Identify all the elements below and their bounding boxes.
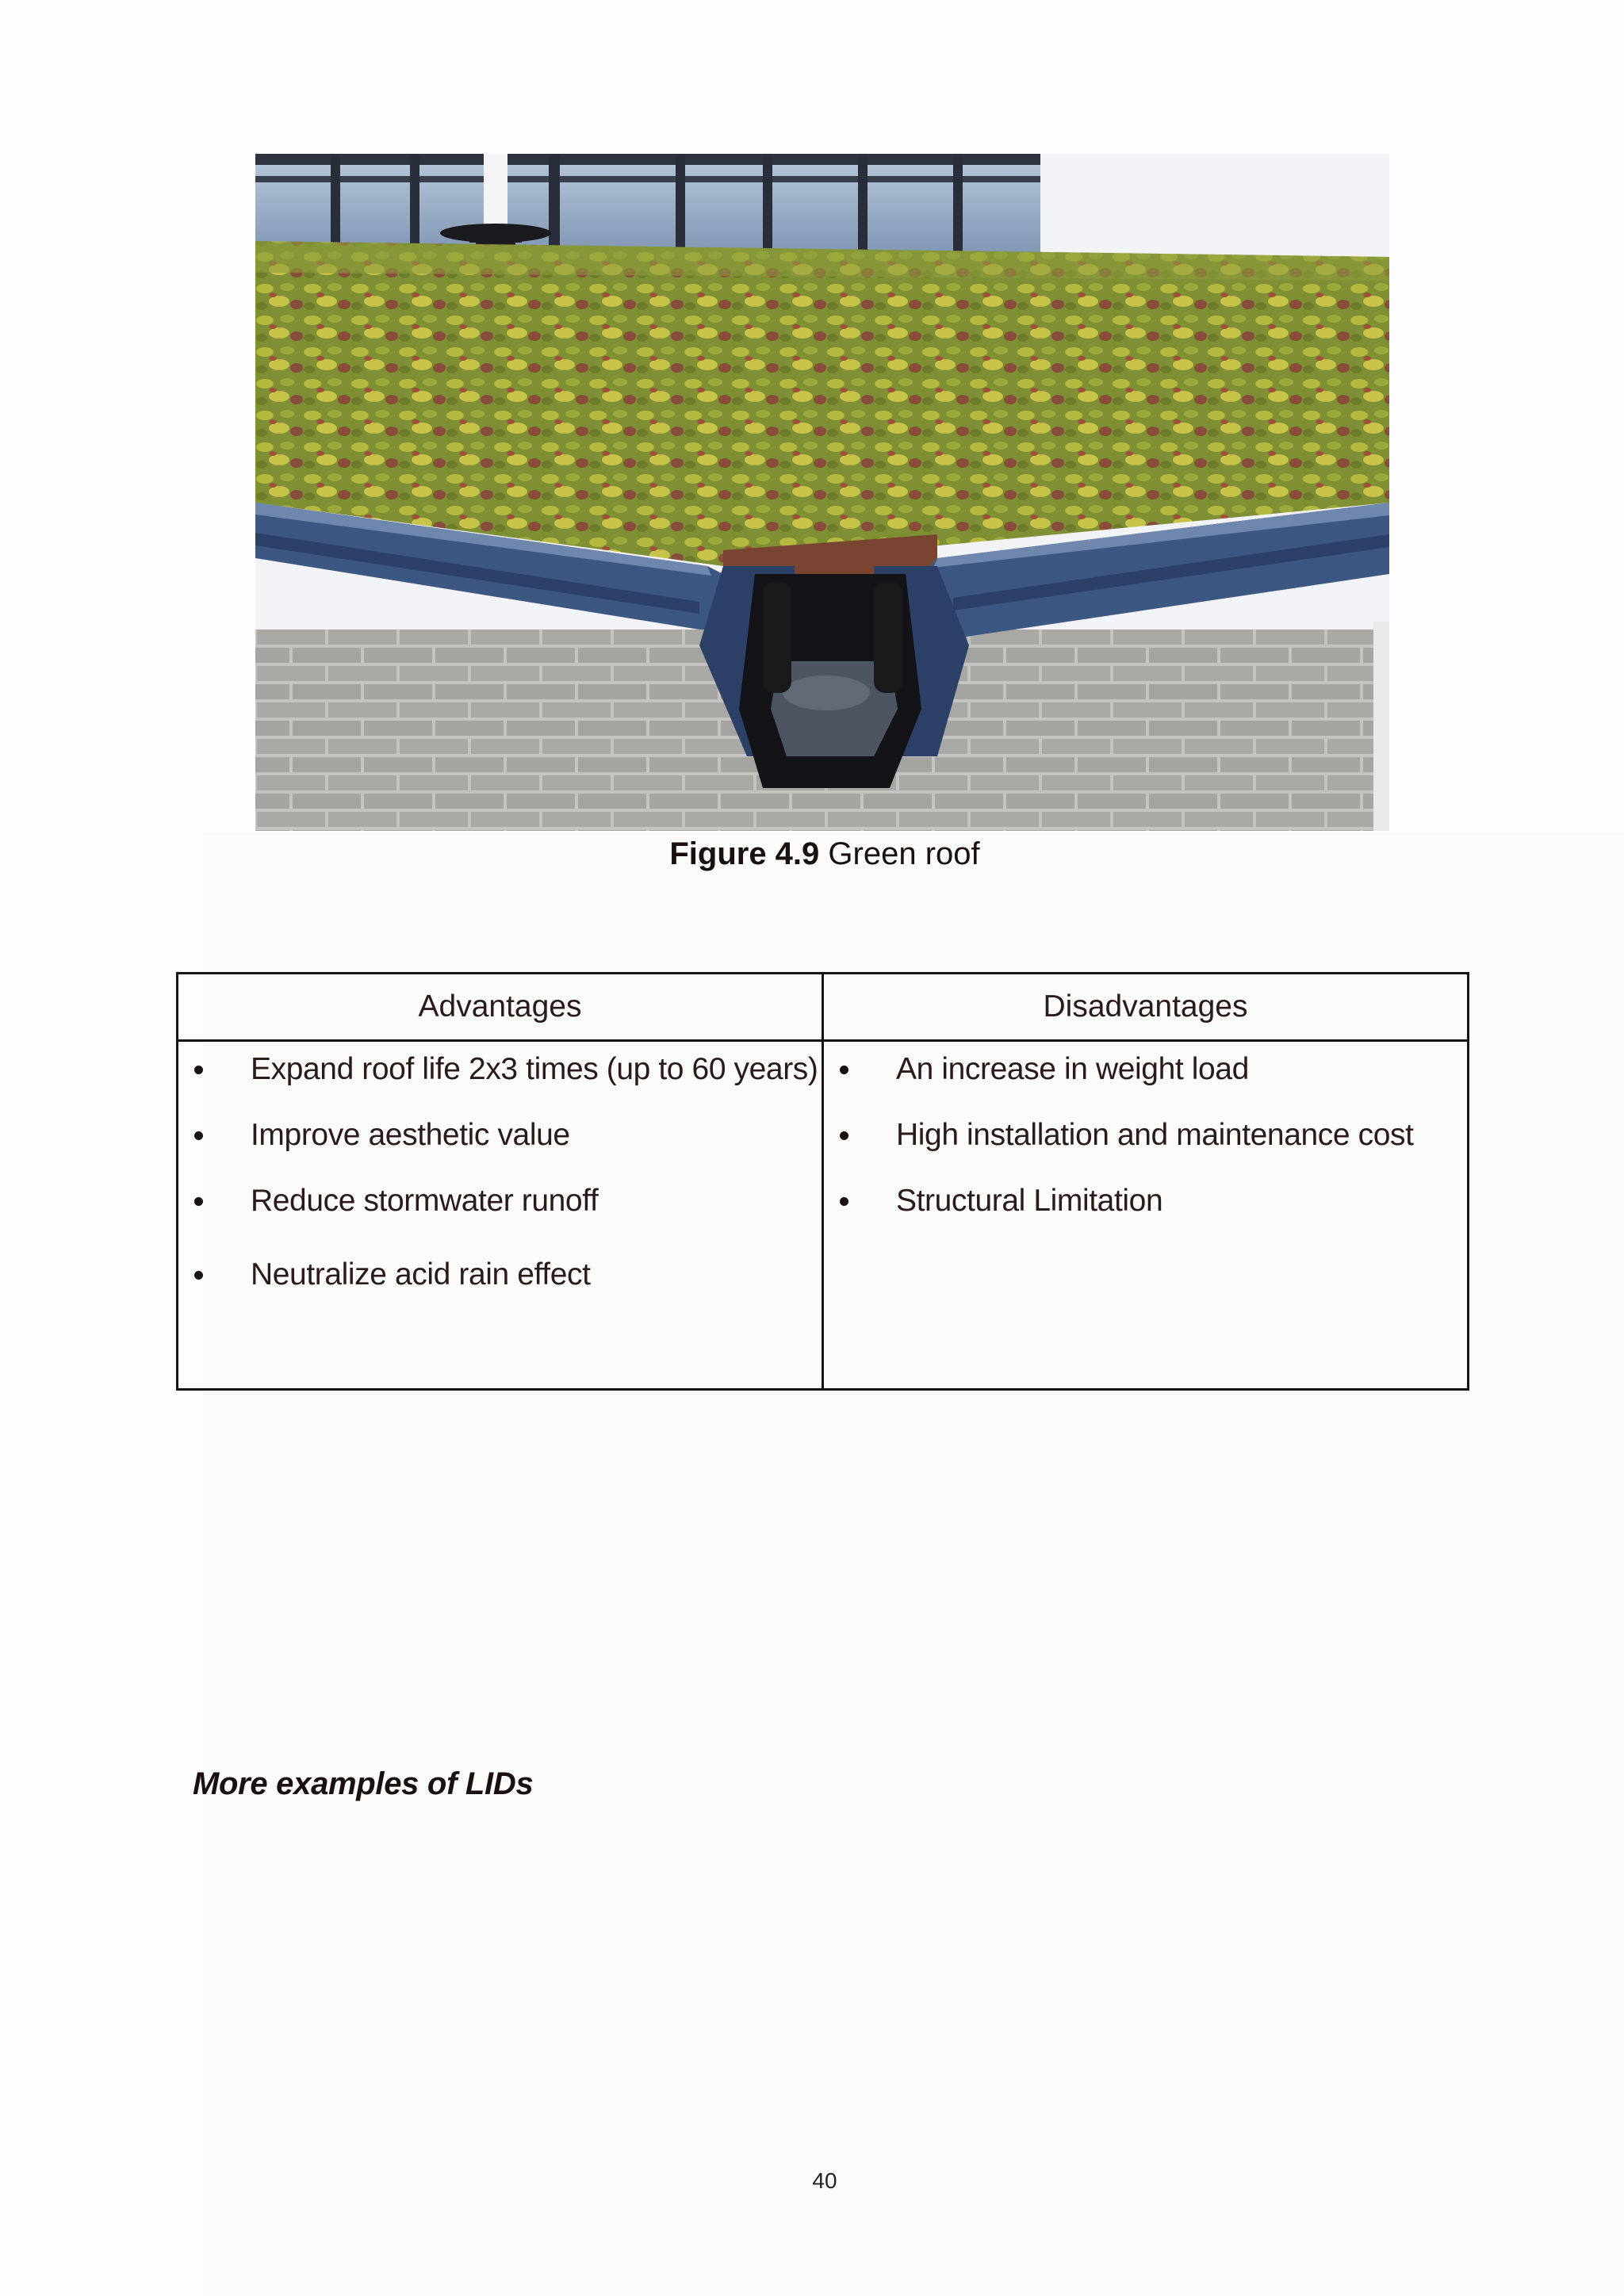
table-body-row (178, 1041, 1469, 1390)
list-item (824, 1181, 1467, 1247)
bullet-icon (840, 1197, 848, 1206)
figure-caption (0, 834, 1624, 874)
list-item (824, 1115, 1467, 1181)
advantages-header: Advantages (178, 974, 823, 1041)
list-item (178, 1115, 822, 1181)
page-number: 40 (812, 2168, 837, 2193)
green-roof-photo (255, 154, 1389, 831)
bullet-icon (194, 1066, 203, 1074)
list-item (824, 1050, 1467, 1115)
disadvantages-list (824, 1050, 1467, 1247)
advantage-text: Improve aesthetic value (251, 1118, 570, 1152)
disadvantage-text: Structural Limitation (896, 1184, 1163, 1218)
advantage-text: Neutralize acid rain effect (251, 1257, 591, 1292)
bullet-icon (194, 1271, 203, 1280)
bullet-icon (840, 1066, 848, 1074)
list-item (178, 1181, 822, 1247)
disadvantage-text: An increase in weight load (896, 1052, 1249, 1086)
table-header-row (178, 974, 1469, 1041)
figure-label: Figure 4.9 (669, 836, 820, 871)
advantage-text: Expand roof life 2x3 times (up to 60 years) (251, 1052, 818, 1086)
bullet-icon (194, 1197, 203, 1206)
list-item (178, 1050, 822, 1115)
figure-title: Green roof (828, 836, 980, 871)
section-heading: More examples of LIDs (193, 1766, 534, 1801)
disadvantage-text: High installation and maintenance cost (896, 1118, 1414, 1152)
bullet-icon (194, 1131, 203, 1140)
advantages-cell (178, 1041, 823, 1390)
advantage-text: Reduce stormwater runoff (251, 1184, 599, 1218)
list-item (178, 1247, 822, 1329)
advantages-list (178, 1050, 822, 1329)
bullet-icon (840, 1131, 848, 1140)
advantages-disadvantages-table (176, 972, 1469, 1391)
disadvantages-cell (823, 1041, 1469, 1390)
disadvantages-header: Disadvantages (823, 974, 1469, 1041)
